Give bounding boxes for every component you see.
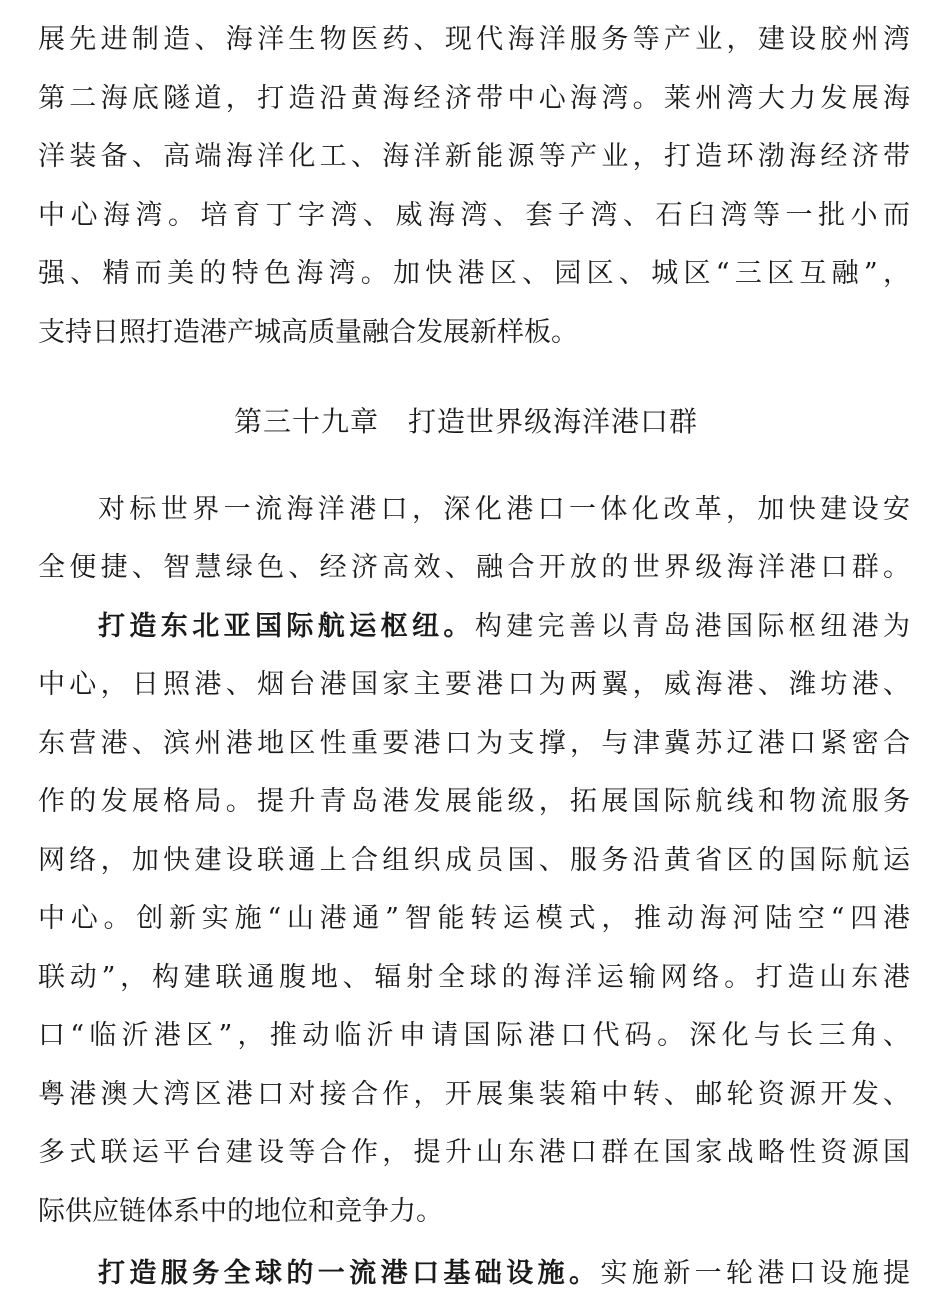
section-lead-heading: 打造东北亚国际航运枢纽。 (98, 611, 475, 642)
body-line: 全便捷、智慧绿色、经济高效、融合开放的世界级海洋港口群。 (38, 552, 910, 583)
body-line: 粤港澳大湾区港口对接合作，开展集装箱中转、邮轮资源开发、 (38, 1079, 910, 1110)
body-line: 强、精而美的特色海湾。加快港区、园区、城区“三区互融”， (38, 258, 910, 289)
body-line: 支持日照打造港产城高质量融合发展新样板。 (38, 317, 578, 348)
body-line: 第二海底隧道，打造沿黄海经济带中心海湾。莱州湾大力发展海 (38, 83, 910, 114)
chapter-title: 第三十九章 打造世界级海洋港口群 (233, 405, 698, 438)
body-line: 联动”，构建联通腹地、辐射全球的海洋运输网络。打造山东港 (38, 962, 910, 993)
body-line: 际供应链体系中的地位和竞争力。 (38, 1196, 443, 1227)
body-line: 展先进制造、海洋生物医药、现代海洋服务等产业，建设胶州湾 (38, 24, 910, 55)
body-line: 洋装备、高端海洋化工、海洋新能源等产业，打造环渤海经济带 (38, 141, 910, 172)
paragraph-first-line: 对标世界一流海洋港口，深化港口一体化改革，加快建设安 (98, 494, 910, 525)
body-text: 实施新一轮港口设施提 (600, 1258, 911, 1289)
body-line: 网络，加快建设联通上合组织成员国、服务沿黄省区的国际航运 (38, 845, 910, 876)
body-line: 作的发展格局。提升青岛港发展能级，拓展国际航线和物流服务 (38, 786, 910, 817)
body-line: 口“临沂港区”，推动临沂申请国际港口代码。深化与长三角、 (38, 1020, 910, 1051)
section-lead-heading: 打造服务全球的一流港口基础设施。 (98, 1258, 601, 1289)
body-line: 多式联运平台建设等合作，提升山东港口群在国家战略性资源国 (38, 1137, 910, 1168)
body-line: 中心，日照港、烟台港国家主要港口为两翼，威海港、潍坊港、 (38, 669, 910, 700)
body-line: 中心。创新实施“山港通”智能转运模式，推动海河陆空“四港 (38, 903, 910, 934)
paragraph-first-line (98, 1254, 910, 1294)
paragraph-first-line (98, 607, 910, 647)
body-text: 构建完善以青岛港国际枢纽港为 (474, 611, 911, 642)
body-line: 中心海湾。培育丁字湾、威海湾、套子湾、石臼湾等一批小而 (38, 200, 910, 231)
body-line: 东营港、滨州港地区性重要港口为支撑，与津冀苏辽港口紧密合 (38, 728, 910, 759)
